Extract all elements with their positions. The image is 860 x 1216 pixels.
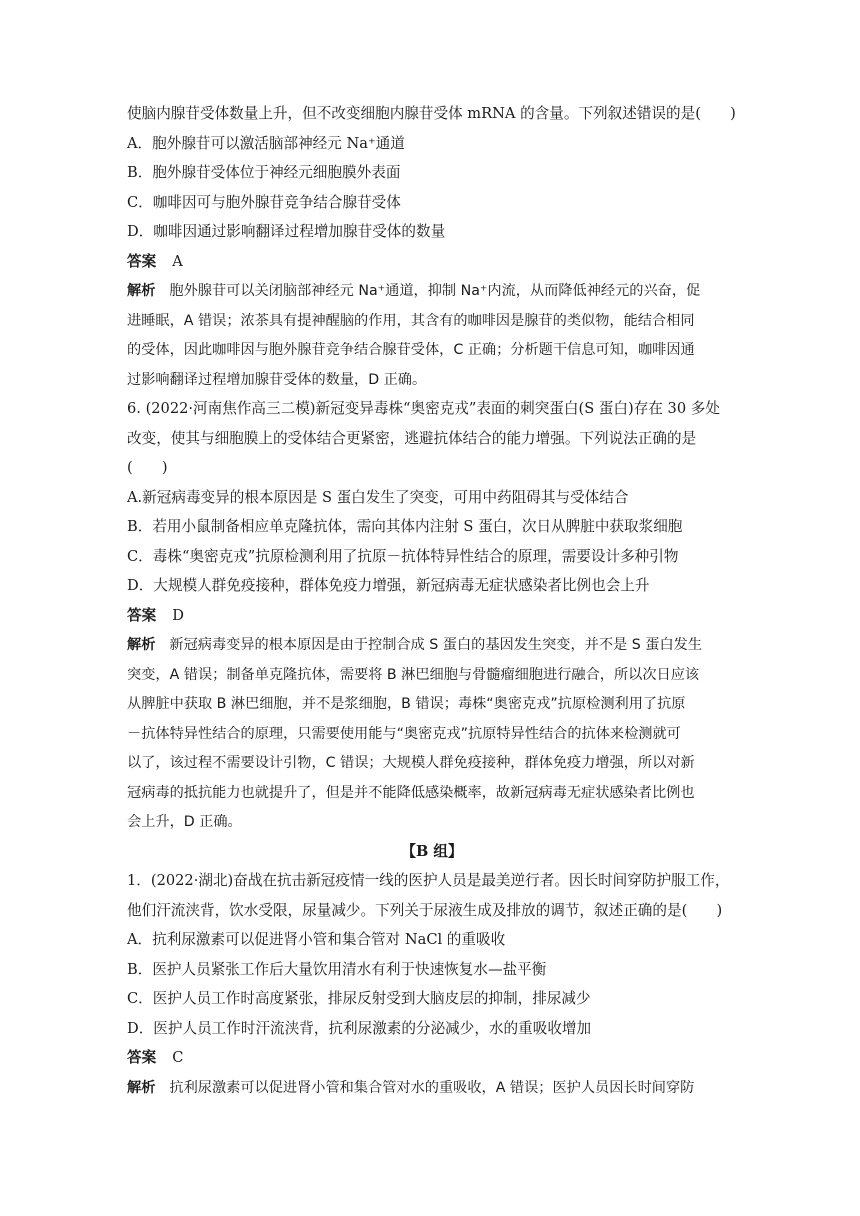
q6-option-d: D．大规模人群免疫接种，群体免疫力增强，新冠病毒无症状感染者比例也会上升: [127, 577, 650, 594]
q6-explanation-line: 以了，该过程不需要设计引物，C 错误；大规模人群免疫接种，群体免疫力增强，所以对新: [127, 755, 695, 771]
q6-stem-line: 改变，使其与细胞膜上的受体结合更紧密，逃避抗体结合的能力增强。下列说法正确的是: [127, 430, 697, 447]
answer-label: 答案: [127, 1049, 157, 1066]
answer-value: C: [172, 1049, 184, 1066]
explanation-text: 胞外腺苷可以关闭脑部神经元 Na⁺通道，抑制 Na⁺内流，从而降低神经元的兴奋，促: [169, 283, 701, 299]
b1-explanation-line: [127, 1078, 737, 1098]
b1-option-d: D．医护人员工作时汗流浃背，抗利尿激素的分泌减少，水的重吸收增加: [127, 1020, 592, 1037]
b1-option-b: B．医护人员紧张工作后大量饮用清水有利于快速恢复水—盐平衡: [127, 961, 547, 978]
b1-option-c: C．医护人员工作时高度紧张，排尿反射受到大脑皮层的抑制，排尿减少: [127, 990, 591, 1007]
explanation-label: 解析: [127, 283, 156, 299]
q5-explanation-line: 过影响翻译过程增加腺苷受体的数量，D 正确。: [127, 372, 427, 388]
q5-explanation-line: 进睡眠，A 错误；浓茶具有提神醒脑的作用，其含有的咖啡因是腺苷的类似物，能结合相同: [127, 313, 695, 329]
q6-answer: [127, 606, 737, 626]
q6-option-b: B．若用小鼠制备相应单克隆抗体，需向其体内注射 S 蛋白，次日从脾脏中获取浆细胞: [127, 518, 683, 535]
group-title: 【B 组】: [401, 843, 463, 860]
q6-explanation-line: 冠病毒的抵抗能力也就提升了，但是并不能降低感染概率，故新冠病毒无症状感染者比例也: [127, 785, 695, 801]
b1-answer: [127, 1048, 737, 1068]
q5-stem-tail: 使脑内腺苷受体数量上升，但不改变细胞内腺苷受体 mRNA 的含量。下列叙述错误的是( ): [127, 105, 736, 122]
answer-value: A: [172, 253, 183, 270]
answer-label: 答案: [127, 253, 157, 270]
q5-option-b: B．胞外腺苷受体位于神经元细胞膜外表面: [127, 164, 401, 181]
q6-option-c: C．毒株“奥密克戎”抗原检测利用了抗原－抗体特异性结合的原理，需要设计多种引物: [127, 548, 679, 565]
q6-option-a: A.新冠病毒变异的根本原因是 S 蛋白发生了突变，可用中药阻碍其与受体结合: [127, 489, 629, 506]
q5-explanation-line: [127, 281, 737, 301]
explanation-text: 抗利尿激素可以促进肾小管和集合管对水的重吸收，A 错误；医护人员因长时间穿防: [169, 1080, 695, 1096]
q6-explanation-line: －抗体特异性结合的原理，只需要使用能与“奥密克戎”抗原特异性结合的抗体来检测就可: [127, 726, 681, 742]
q6-stem-line: ( ): [127, 459, 168, 476]
q5-explanation-line: 的受体，因此咖啡因与胞外腺苷竞争结合腺苷受体，C 正确；分析题干信息可知，咖啡因通: [127, 342, 695, 358]
b1-stem-line: 他们汗流浃背，饮水受限，尿量减少。下列关于尿液生成及排放的调节，叙述正确的是( ): [127, 902, 723, 919]
b1-option-a: A．抗利尿激素可以促进肾小管和集合管对 NaCl 的重吸收: [127, 931, 506, 948]
q6-explanation-line: [127, 635, 737, 655]
q6-explanation-line: 突变，A 错误；制备单克隆抗体，需要将 B 淋巴细胞与骨髓瘤细胞进行融合，所以次日应该: [127, 667, 700, 683]
explanation-label: 解析: [127, 1080, 156, 1096]
q5-option-a: A．胞外腺苷可以激活脑部神经元 Na⁺通道: [127, 135, 405, 152]
explanation-label: 解析: [127, 637, 156, 653]
q6-stem-line: 6. (2022·河南焦作高三二模)新冠变异毒株“奥密克戎”表面的刺突蛋白(S 蛋白)存在 30 多处: [127, 400, 720, 417]
answer-label: 答案: [127, 607, 157, 624]
q5-option-c: C．咖啡因可与胞外腺苷竞争结合腺苷受体: [127, 194, 401, 211]
q5-option-d: D．咖啡因通过影响翻译过程增加腺苷受体的数量: [127, 223, 446, 240]
b1-stem-line: 1．(2022·湖北)奋战在抗击新冠疫情一线的医护人员是最美逆行者。因长时间穿防护服工作，: [127, 872, 730, 889]
q5-answer: [127, 252, 737, 272]
explanation-text: 新冠病毒变异的根本原因是由于控制合成 S 蛋白的基因发生突变，并不是 S 蛋白发生: [169, 637, 703, 653]
q6-explanation-line: 从脾脏中获取 B 淋巴细胞，并不是浆细胞，B 错误；毒株“奥密克戎”抗原检测利用了抗原: [127, 696, 686, 712]
answer-value: D: [172, 607, 184, 624]
q6-explanation-line: 会上升，D 正确。: [127, 814, 242, 830]
